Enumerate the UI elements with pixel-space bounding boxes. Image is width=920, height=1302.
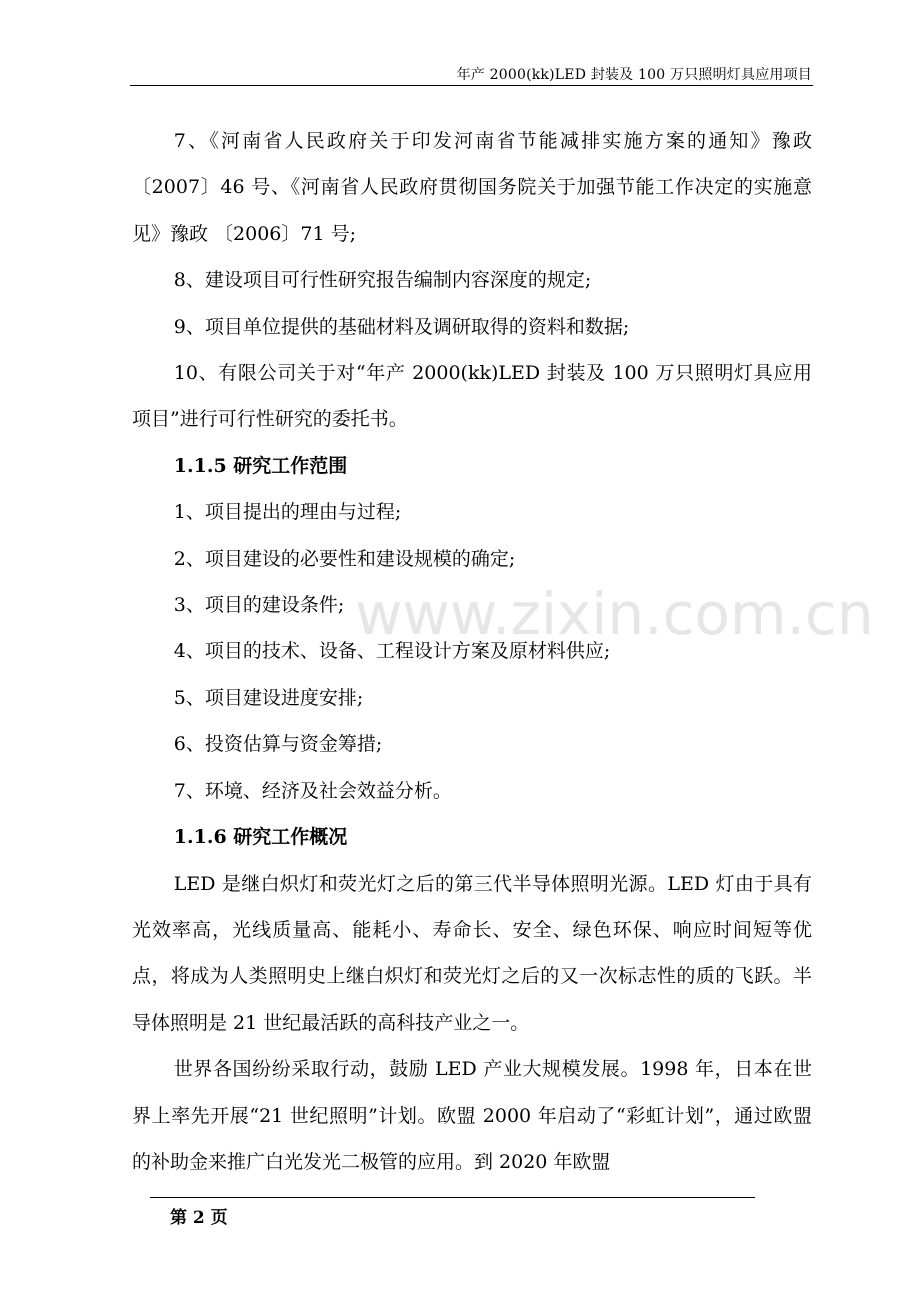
watermark: www.zixin.com.cn	[355, 580, 874, 648]
page-number: 第 2 页	[170, 1208, 228, 1228]
header-divider	[130, 85, 813, 86]
reference-item-9: 9、项目单位提供的基础材料及调研取得的资料和数据;	[173, 315, 630, 338]
overview-paragraph-2: 世界各国纷纷采取行动，鼓励 LED 产业大规模发展。1998 年，日本在世界上率先开展“21 世纪照明”计划。欧盟 2000 年启动了“彩虹计划”，通过欧盟的补助金来推广白光发光二极管的应用。到 2020 年欧盟	[132, 1058, 812, 1173]
scope-item-3: 3、项目的建设条件;	[173, 594, 345, 617]
section-heading-overview: 1.1.6 研究工作概况	[173, 826, 348, 849]
reference-item-7: 7、《河南省人民政府关于印发河南省节能减排实施方案的通知》豫政 〔2007〕46 号、《河南省人民政府贯彻国务院关于加强节能工作决定的实施意见》豫政 〔2006〕71 号;	[132, 130, 812, 245]
scope-item-2: 2、项目建设的必要性和建设规模的确定;	[173, 547, 516, 570]
running-header: 年产 2000(kk)LED 封装及 100 万只照明灯具应用项目	[456, 67, 812, 83]
reference-item-10: 10、有限公司关于对“年产 2000(kk)LED 封装及 100 万只照明灯具应用项目”进行可行性研究的委托书。	[132, 362, 812, 431]
scope-item-4: 4、项目的技术、设备、工程设计方案及原材料供应;	[173, 640, 611, 663]
scope-item-6: 6、投资估算与资金筹措;	[173, 733, 383, 756]
scope-item-1: 1、项目提出的理由与过程;	[173, 501, 402, 524]
section-heading-scope: 1.1.5 研究工作范围	[173, 454, 348, 477]
scope-item-7: 7、环境、经济及社会效益分析。	[173, 779, 452, 802]
page-body	[132, 118, 812, 1185]
footer-divider	[150, 1197, 755, 1198]
overview-paragraph-1: LED 是继白炽灯和荧光灯之后的第三代半导体照明光源。LED 灯由于具有光效率高，光线质量高、能耗小、寿命长、安全、绿色环保、响应时间短等优点，将成为人类照明史上继白炽灯和荧光灯之后的又一次标志性的质的飞跃。半导体照明是 21 世纪最活跃的高科技产业之一。	[132, 872, 812, 1034]
scope-item-5: 5、项目建设进度安排;	[173, 686, 364, 709]
reference-item-8: 8、建设项目可行性研究报告编制内容深度的规定;	[173, 269, 592, 292]
